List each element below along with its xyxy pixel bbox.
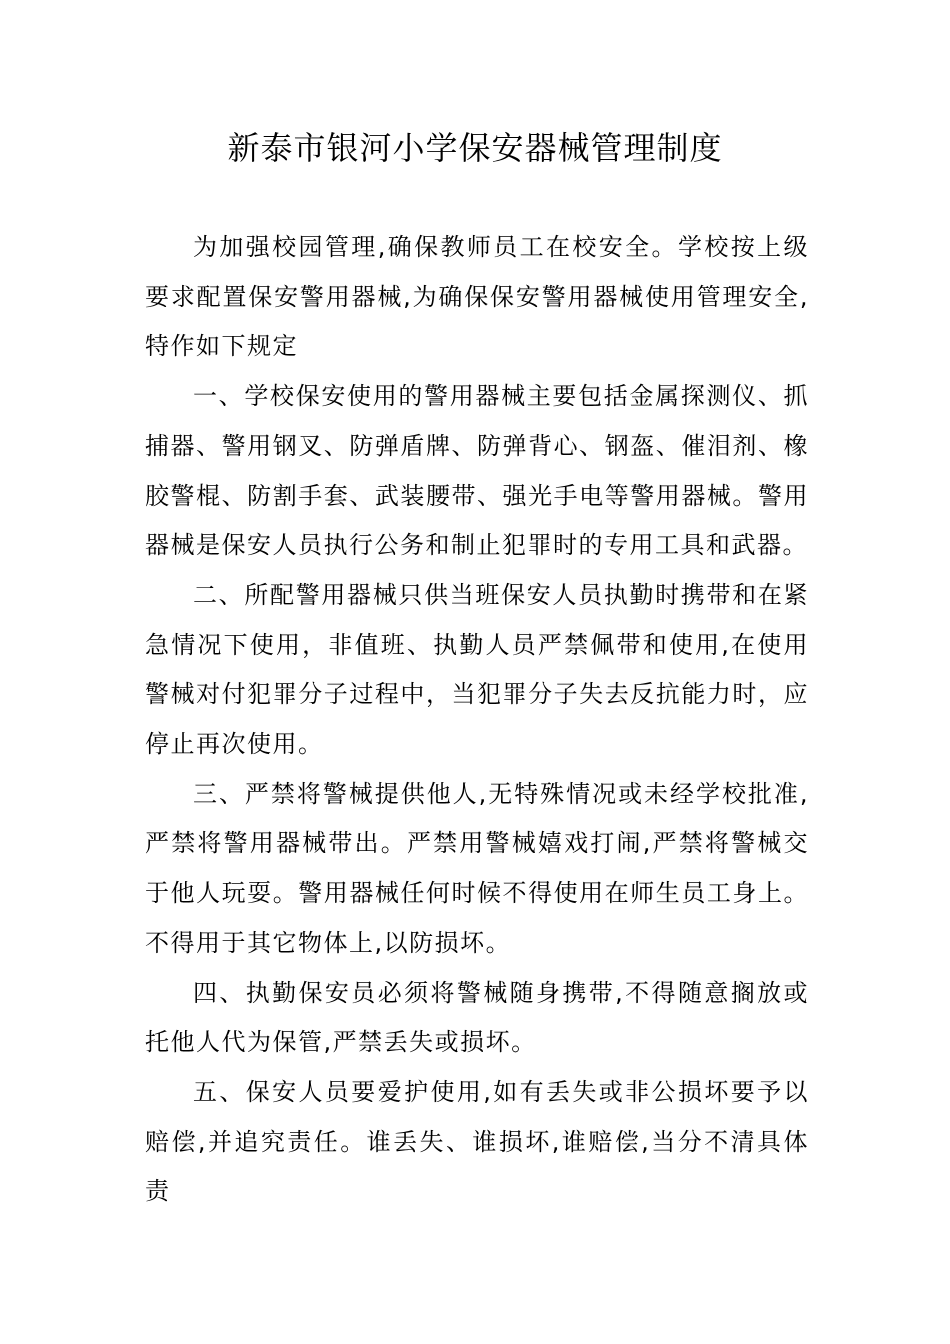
document-body xyxy=(145,223,809,1217)
paragraph-intro: 为加强校园管理,确保教师员工在校安全。学校按上级要求配置保安警用器械,为确保保安警用器械使用管理安全,特作如下规定 xyxy=(145,233,809,361)
paragraph-item-1: 一、学校保安使用的警用器械主要包括金属探测仪、抓捕器、警用钢叉、防弹盾牌、防弹背心、钢盔、催泪剂、橡胶警棍、防割手套、武装腰带、强光手电等警用器械。警用器械是保安人员执行公务和制止犯罪时的专用工具和武器。 xyxy=(145,382,809,560)
paragraph-item-2: 二、所配警用器械只供当班保安人员执勤时携带和在紧急情况下使用，非值班、执勤人员严禁佩带和使用,在使用警械对付犯罪分子过程中，当犯罪分子失去反抗能力时，应停止再次使用。 xyxy=(145,580,809,759)
paragraph-item-5: 五、保安人员要爱护使用,如有丢失或非公损坏要予以赔偿,并追究责任。谁丢失、谁损坏,谁赔偿,当分不清具体责 xyxy=(145,1077,809,1206)
paragraph-item-4: 四、执勤保安员必须将警械随身携带,不得随意搁放或托他人代为保管,严禁丢失或损坏。 xyxy=(145,978,809,1057)
document-title: 新泰市银河小学保安器械管理制度 xyxy=(227,129,723,167)
paragraph-item-3: 三、严禁将警械提供他人,无特殊情况或未经学校批准,严禁将警用器械带出。严禁用警械嬉戏打闹,严禁将警械交于他人玩耍。警用器械任何时候不得使用在师生员工身上。不得用于其它物体上,以防损坏。 xyxy=(145,779,809,957)
